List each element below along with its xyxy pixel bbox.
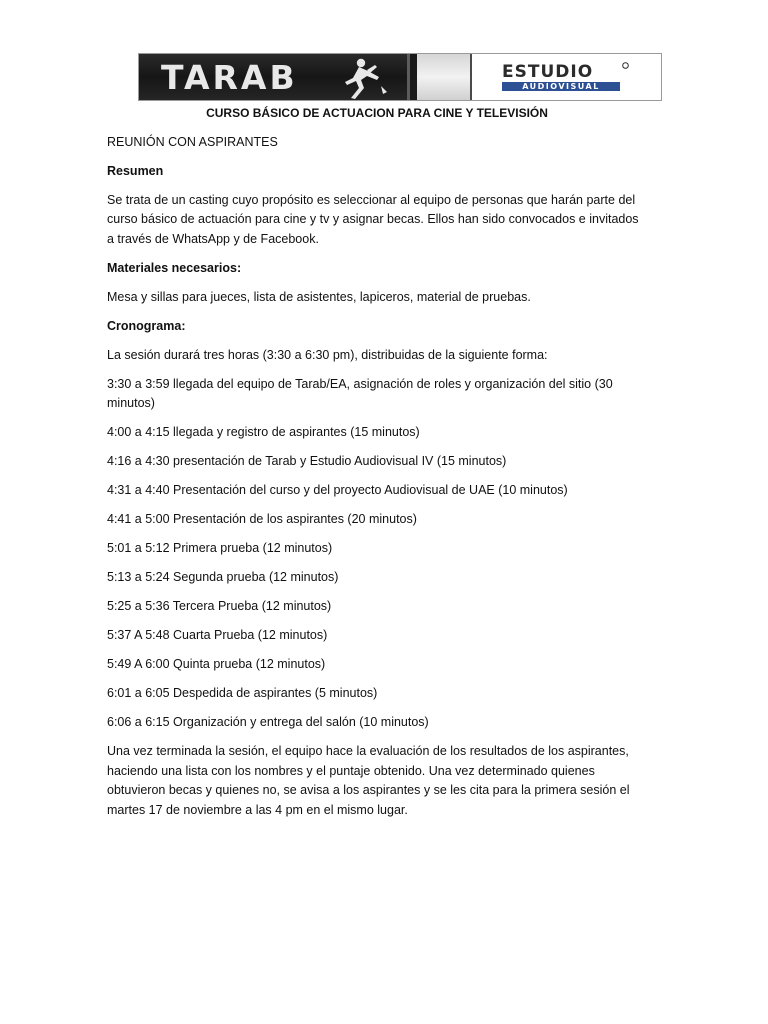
estudio-logo-text: ESTUDIO — [502, 62, 594, 82]
schedule-intro: La sesión durará tres horas (3:30 a 6:30 pm), distribuidas de la siguiente forma: — [107, 347, 548, 362]
schedule-item: 5:13 a 5:24 Segunda prueba (12 minutos) — [107, 570, 339, 584]
summary-heading: Resumen — [107, 163, 164, 178]
banner-separator — [417, 54, 472, 100]
document-body — [107, 104, 647, 830]
schedule-item: 4:31 a 4:40 Presentación del curso y del proyecto Audiovisual de UAE (10 minutos) — [107, 483, 568, 497]
schedule-item: 5:49 A 6:00 Quinta prueba (12 minutos) — [107, 657, 326, 671]
schedule-item: 5:37 A 5:48 Cuarta Prueba (12 minutos) — [107, 628, 328, 642]
registered-mark-icon — [622, 62, 629, 69]
schedule-item: 5:25 a 5:36 Tercera Prueba (12 minutos) — [107, 599, 332, 613]
estudio-audiovisual-logo — [472, 54, 661, 100]
schedule-item: 3:30 a 3:59 llegada del equipo de Tarab/EA, asignación de roles y organización del sitio (30 minutos) — [107, 376, 613, 410]
materials-heading: Materiales necesarios: — [107, 260, 242, 275]
document-title: CURSO BÁSICO DE ACTUACION PARA CINE Y TELEVISIÓN — [206, 106, 548, 120]
schedule-item: 4:00 a 4:15 llegada y registro de aspirantes (15 minutos) — [107, 425, 420, 439]
summary-paragraph: Se trata de un casting cuyo propósito es seleccionar al equipo de personas que harán parte del curso básico de actuación para cine y tv y asignar becas. Ellos han sido convocados e invitados a través de WhatsApp y de Facebook. — [107, 192, 639, 246]
schedule-item: 4:16 a 4:30 presentación de Tarab y Estudio Audiovisual IV (15 minutos) — [107, 454, 507, 468]
audiovisual-logo-text: AUDIOVISUAL — [502, 82, 620, 91]
schedule-item: 6:06 a 6:15 Organización y entrega del salón (10 minutos) — [107, 715, 429, 729]
closing-paragraph: Una vez terminada la sesión, el equipo hace la evaluación de los resultados de los aspirantes, haciendo una lista con los nombres y el puntaje obtenido. Una vez determinado quienes obtuvieron becas y quienes no, se avisa a los aspirantes y se les cita para la primera sesión el martes 17 de noviembre a las 4 pm en el mismo lugar. — [107, 744, 630, 817]
meeting-subtitle: REUNIÓN CON ASPIRANTES — [107, 134, 278, 149]
schedule-list — [107, 375, 647, 733]
tarab-logo — [139, 54, 407, 100]
tarab-logo-text: TARAB — [161, 57, 298, 97]
schedule-heading: Cronograma: — [107, 318, 186, 333]
schedule-item: 6:01 a 6:05 Despedida de aspirantes (5 minutos) — [107, 686, 378, 700]
materials-paragraph: Mesa y sillas para jueces, lista de asistentes, lapiceros, material de pruebas. — [107, 289, 531, 304]
schedule-item: 5:01 a 5:12 Primera prueba (12 minutos) — [107, 541, 333, 555]
header-banner — [138, 53, 662, 101]
banner-divider — [407, 54, 417, 100]
schedule-item: 4:41 a 5:00 Presentación de los aspirantes (20 minutos) — [107, 512, 417, 526]
jumping-figure-icon — [337, 56, 403, 100]
